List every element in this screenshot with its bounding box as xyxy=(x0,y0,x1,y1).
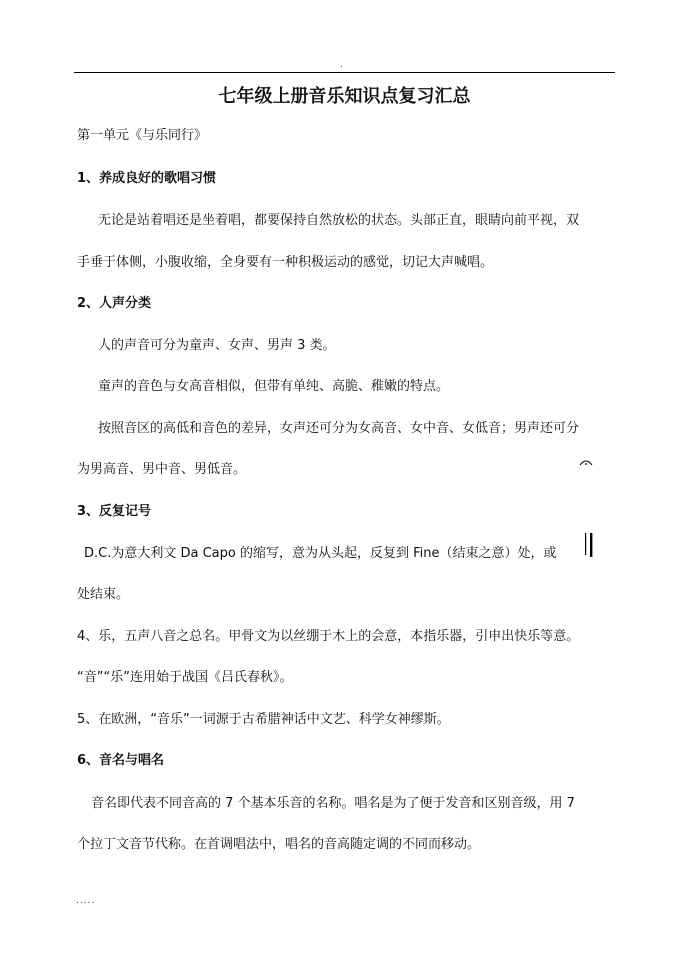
section-2-line-2: 童声的音色与女高音相似，但带有单纯、高脆、稚嫩的特点。 xyxy=(98,379,450,394)
section-6-line-1: 音名即代表不同音高的 7 个基本乐音的名称。唱名是为了便于发音和区别音级，用 7 xyxy=(91,796,575,811)
document-title: 七年级上册音乐知识点复习汇总 xyxy=(218,86,471,107)
header-rule xyxy=(74,72,615,73)
section-5-line-1: 5、在欧洲，“音乐”一词源于古希腊神话中文艺、科学女神缪斯。 xyxy=(77,712,450,727)
section-2-line-3: 按照音区的高低和音色的差异，女声还可分为女高音、女中音、女低音；男声还可分 xyxy=(98,421,580,436)
section-4-line-2: “音”“乐”连用始于战国《吕氏春秋》。 xyxy=(77,670,293,685)
section-1-line-1: 无论是站着唱还是坐着唱，都要保持自然放松的状态。头部正直，眼睛向前平视，双 xyxy=(98,213,580,228)
section-3-line-1: D.C.为意大利文 Da Capo 的缩写，意为从头起，反复到 Fine（结束之意）处，或 xyxy=(84,546,557,561)
section-1-line-2: 手垂于体侧，小腹收缩，全身要有一种积极运动的感觉，切记大声喊唱。 xyxy=(77,255,494,270)
barline-symbol xyxy=(583,533,595,557)
section-3-line-2: 处结束。 xyxy=(77,587,130,602)
section-2-line-4: 为男高音、男中音、男低音。 xyxy=(77,462,247,477)
footer-mark: ..... xyxy=(76,896,96,906)
section-2-line-1: 人的声音可分为童声、女声、男声 3 类。 xyxy=(98,338,336,353)
header-mark: . xyxy=(340,60,343,70)
fermata-symbol xyxy=(579,458,593,466)
section-2-heading: 2、人声分类 xyxy=(77,296,152,311)
unit-title: 第一单元《与乐同行》 xyxy=(77,128,208,143)
section-4-line-1: 4、乐，五声八音之总名。甲骨文为以丝绷于木上的会意，本指乐器，引申出快乐等意。 xyxy=(77,629,580,644)
section-6-heading: 6、音名与唱名 xyxy=(77,753,165,768)
section-3-heading: 3、反复记号 xyxy=(77,504,152,519)
section-1-heading: 1、养成良好的歌唱习惯 xyxy=(77,171,217,186)
section-6-line-2: 个拉丁文音节代称。在首调唱法中，唱名的音高随定调的不同而移动。 xyxy=(77,837,481,852)
